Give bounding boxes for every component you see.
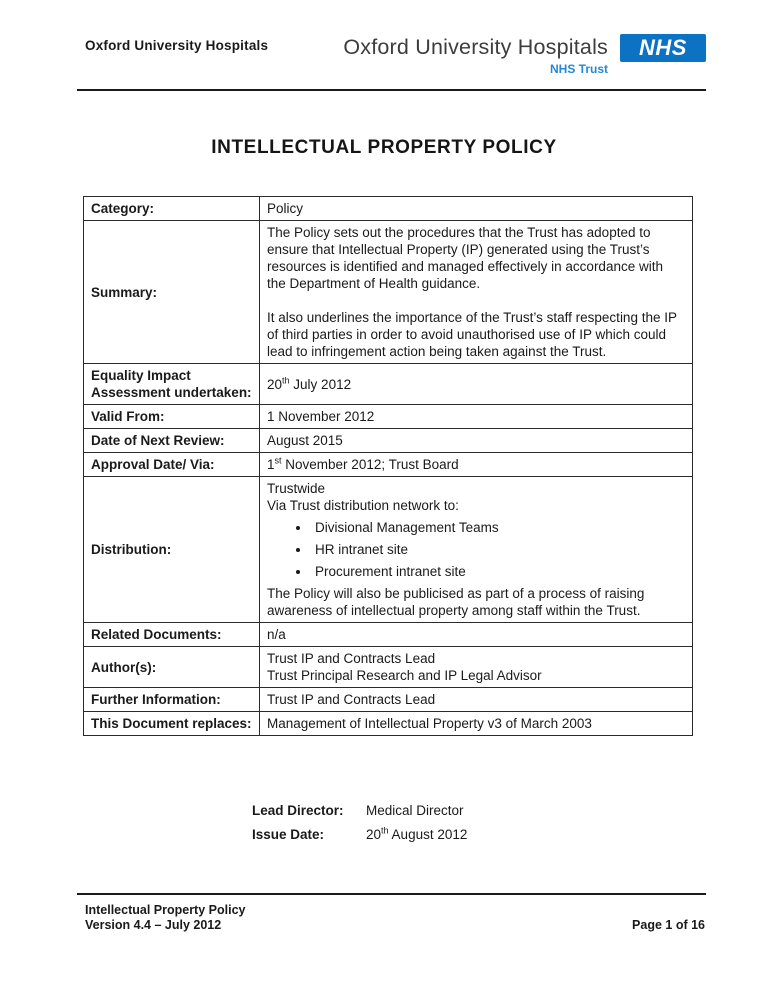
value-paragraph: The Policy sets out the procedures that the Trust has adopted to ensure that Intellectual Property (IP) generated using the Trust’s resources is identified and managed effectively in accordance with the Department of Health guidance. (267, 225, 663, 291)
bullet-item: • HR intranet site (311, 541, 685, 558)
nhs-logo: NHS (620, 34, 706, 62)
nhs-trust-descriptor: NHS Trust (549, 62, 608, 76)
table-row (84, 688, 693, 712)
lead-director-row (252, 803, 467, 818)
row-label: Valid From: (84, 405, 260, 429)
row-value (260, 623, 693, 647)
value-paragraph (267, 292, 685, 309)
row-value (260, 405, 693, 429)
lead-director-label: Lead Director: (252, 803, 344, 818)
header-divider (77, 89, 706, 91)
value-paragraph: Policy (267, 201, 304, 216)
row-value (260, 688, 693, 712)
row-value (260, 647, 693, 688)
row-label: Distribution: (84, 477, 260, 623)
row-value (260, 477, 693, 623)
footer-doc-name: Intellectual Property Policy (85, 903, 246, 917)
value-paragraph: The Policy will also be publicised as part of a process of raising awareness of intellectual property among staff within the Trust. (267, 586, 645, 618)
table-row (84, 712, 693, 736)
issue-date-value: 20th August 2012 (366, 825, 468, 842)
table-row (84, 197, 693, 221)
row-label: Equality Impact Assessment undertaken: (84, 364, 260, 405)
footer-doc-info (85, 903, 245, 933)
value-paragraph: Trust IP and Contracts Lead (267, 692, 436, 707)
table-row (84, 221, 693, 364)
value-paragraph: 1st November 2012; Trust Board (267, 455, 459, 472)
table-row (84, 405, 693, 429)
value-paragraph: It also underlines the importance of the Trust’s staff respecting the IP of third parties in order to avoid unauthorised use of IP which could lead to infringement action being taken against the Trust. (267, 310, 677, 359)
sign-off-block (252, 803, 467, 842)
header-org-name-left: Oxford University Hospitals (85, 38, 269, 53)
bullet-list (267, 519, 685, 580)
row-label: Summary: (84, 221, 260, 364)
row-label: This Document replaces: (84, 712, 260, 736)
table-row (84, 429, 693, 453)
lead-director-value: Medical Director (366, 803, 464, 818)
header-org-name-right: Oxford University Hospitals (343, 35, 608, 59)
page-title: INTELLECTUAL PROPERTY POLICY (211, 137, 557, 158)
row-value (260, 712, 693, 736)
row-value (260, 197, 693, 221)
row-label: Further Information: (84, 688, 260, 712)
value-paragraph: Via Trust distribution network to: (267, 498, 459, 513)
row-label: Date of Next Review: (84, 429, 260, 453)
row-value (260, 364, 693, 405)
row-label: Author(s): (84, 647, 260, 688)
value-paragraph: n/a (267, 627, 286, 642)
footer-divider (77, 893, 706, 895)
policy-metadata-table (83, 196, 693, 736)
table-row (84, 623, 693, 647)
table-row (84, 364, 693, 405)
table-row (84, 453, 693, 477)
value-paragraph: 1 November 2012 (267, 409, 375, 424)
policy-table-body (84, 197, 693, 736)
row-label: Approval Date/ Via: (84, 453, 260, 477)
value-paragraph: 20th July 2012 (267, 375, 352, 392)
footer-page-number: Page 1 of 16 (632, 918, 705, 932)
table-row (84, 647, 693, 688)
nhs-org-block (343, 34, 608, 76)
footer-version: Version 4.4 – July 2012 (85, 918, 222, 932)
issue-date-label: Issue Date: (252, 827, 325, 842)
value-paragraph: Trust Principal Research and IP Legal Advisor (267, 668, 542, 683)
nhs-lockup (343, 34, 706, 76)
value-paragraph: Trust IP and Contracts Lead (267, 651, 436, 666)
row-label: Category: (84, 197, 260, 221)
row-label: Related Documents: (84, 623, 260, 647)
row-value (260, 221, 693, 364)
value-paragraph: Trustwide (267, 481, 326, 496)
table-row (84, 477, 693, 623)
value-paragraph: August 2015 (267, 433, 343, 448)
row-value (260, 453, 693, 477)
value-paragraph: Management of Intellectual Property v3 of March 2003 (267, 716, 592, 731)
bullet-item: • Procurement intranet site (311, 563, 685, 580)
issue-date-row (252, 827, 467, 842)
row-value (260, 429, 693, 453)
bullet-item: • Divisional Management Teams (311, 519, 685, 536)
